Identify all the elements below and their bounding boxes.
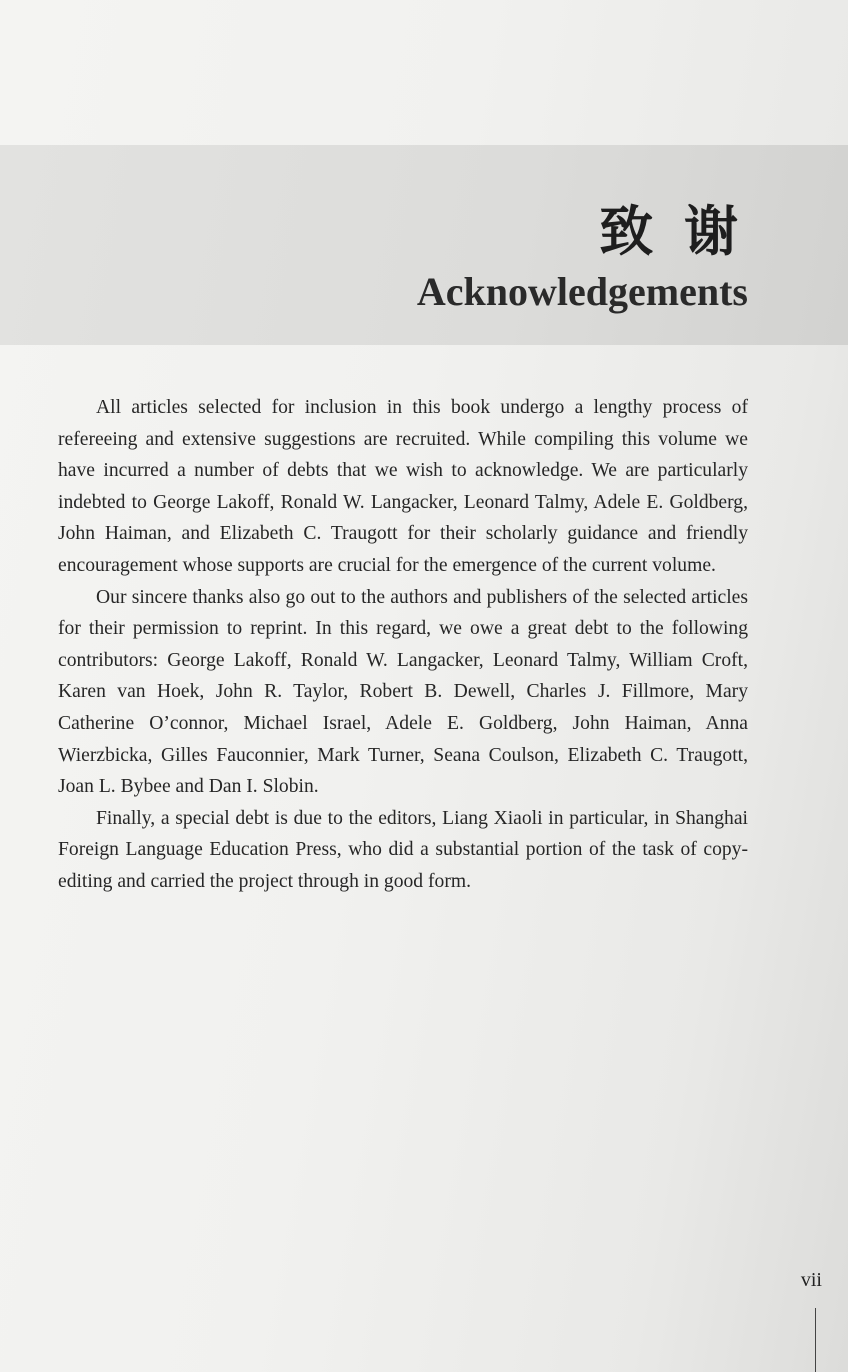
body-text: [58, 392, 748, 898]
paragraph-2: Our sincere thanks also go out to the authors and publishers of the selected articles for their permission to reprint. In this regard, we owe a great debt to the following contributors: George Lakoff, Ronald W. Langacker, Leonard Talmy, William Croft, Karen van Hoek, John R. Taylor, Robert B. Dewell, Charles J. Fillmore, Mary Catherine O’connor, Michael Israel, Adele E. Goldberg, John Haiman, Anna Wierzbicka, Gilles Fauconnier, Mark Turner, Seana Coulson, Elizabeth C. Traugott, Joan L. Bybee and Dan I. Slobin.: [58, 586, 748, 798]
paragraph-3: Finally, a special debt is due to the editors, Liang Xiaoli in particular, in Shanghai Foreign Language Education Press, who did a substantial portion of the task of copy-editing and carried the project through in good form.: [58, 807, 748, 892]
page-title-chinese: 致 谢: [599, 200, 744, 263]
paragraph-1: All articles selected for inclusion in this book undergo a lengthy process of refereeing and extensive suggestions are recruited. While compiling this volume we have incurred a number of debts that we wish to acknowledge. We are particularly indebted to George Lakoff, Ronald W. Langacker, Leonard Talmy, Adele E. Goldberg, John Haiman, and Elizabeth C. Traugott for their scholarly guidance and friendly encouragement whose supports are crucial for the emergence of the current volume.: [58, 397, 748, 576]
page-number: vii: [800, 1269, 822, 1291]
page-title: Acknowledgements: [416, 269, 748, 314]
margin-rule: [815, 1308, 816, 1372]
